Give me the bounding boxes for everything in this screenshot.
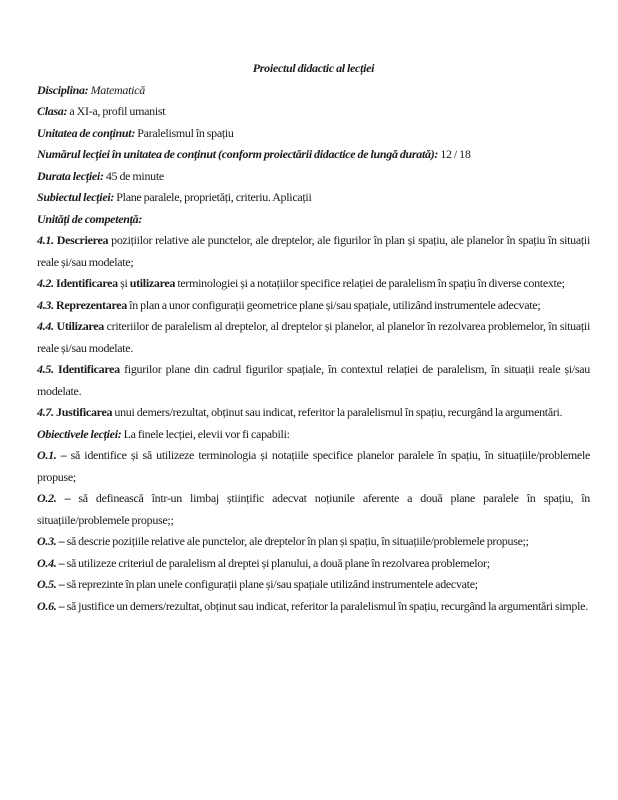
text-segment: unui demers/rezultat, obținut sau indicat, referitor la paralelismul în spațiu, recurgând la argumentări. xyxy=(112,405,563,419)
field-clasa xyxy=(37,101,590,123)
text-segment: Plane paralele, proprietăți, criteriu. Aplicații xyxy=(116,190,312,204)
objective-o-3 xyxy=(37,531,590,553)
text-segment: O.3. xyxy=(37,534,59,548)
text-segment: criteriilor de paralelism al dreptelor, al dreptelor și planelor, al planelor în rezolvarea problemelor, în situații reale și/sau modelate. xyxy=(37,319,590,355)
text-segment: – xyxy=(58,534,67,548)
text-segment: 4.4. xyxy=(37,319,57,333)
competence-4-4 xyxy=(37,316,590,359)
field-unitatea-de-continut xyxy=(37,123,590,145)
heading-obiectivele-lectiei xyxy=(37,424,590,446)
field-durata-lectiei xyxy=(37,166,590,188)
competence-4-1 xyxy=(37,230,590,273)
text-segment: să descrie pozițiile relative ale punctelor, ale dreptelor în plan și spațiu, în situațiile/problemele propuse;; xyxy=(66,534,529,548)
text-segment: 4.7. xyxy=(37,405,57,419)
text-segment: Identificarea xyxy=(56,276,118,290)
text-segment: O.5. xyxy=(37,577,59,591)
text-segment: O.4. xyxy=(37,555,59,570)
text-segment: O.2. xyxy=(37,491,65,505)
text-segment: și xyxy=(117,276,130,290)
text-segment: – xyxy=(58,598,67,613)
text-segment: în plan a unor configurații geometrice plane și/sau spațiale, utilizând instrumentele adecvate; xyxy=(126,297,541,312)
text-segment: 4.2. xyxy=(37,276,57,290)
text-segment: figurilor plane din cadrul figurilor spațiale, în contextul relației de paralelism, în situații reale și/sau modelate. xyxy=(37,362,590,398)
text-segment: 45 de minute xyxy=(105,168,164,183)
field-disciplina xyxy=(37,80,590,102)
text-segment: Descrierea xyxy=(56,233,109,247)
text-segment: să utilizeze criteriul de paralelism al dreptei și planului, a două plane în rezolvarea problemelor; xyxy=(66,555,490,570)
objective-o-4 xyxy=(37,553,590,575)
text-segment: să justifice un demers/rezultat, obținut sau indicat, referitor la paralelismul în spațiu, recurgând la argumentări simple. xyxy=(66,598,588,613)
text-segment: Justificarea xyxy=(56,405,113,419)
text-segment: să reprezinte în plan unele configurații plane și/sau spațiale utilizând instrumentele adecvate; xyxy=(66,577,478,591)
text-segment: 12 / 18 xyxy=(440,147,471,161)
text-segment: Obiectivele lecției: xyxy=(37,426,124,441)
competence-4-3 xyxy=(37,295,590,317)
text-segment: – xyxy=(60,448,71,462)
text-segment: Numărul lecției în unitatea de conținut (conform proiectării didactice de lungă durată): xyxy=(37,147,441,161)
text-segment: Utilizarea xyxy=(56,319,104,333)
objective-o-1 xyxy=(37,445,590,488)
heading-unitati-de-competenta xyxy=(37,209,590,231)
text-segment: Subiectul lecției: xyxy=(37,190,117,204)
field-numarul-lectiei xyxy=(37,144,590,166)
document-title: Proiectul didactic al lecției xyxy=(252,61,375,75)
objective-o-6 xyxy=(37,596,590,618)
objective-o-5 xyxy=(37,574,590,596)
text-segment: O.1. xyxy=(37,448,61,462)
text-segment: Reprezentarea xyxy=(56,297,127,312)
text-segment: Matematică xyxy=(90,82,145,97)
text-segment: O.6. xyxy=(37,598,59,613)
field-subiectul-lectiei xyxy=(37,187,590,209)
text-segment: – xyxy=(58,555,67,570)
objective-o-2 xyxy=(37,488,590,531)
text-segment: Clasa: xyxy=(37,104,70,118)
text-segment: 4.1. xyxy=(37,233,57,247)
text-segment: 4.5. xyxy=(37,362,59,376)
text-segment: Unități de competență: xyxy=(37,211,143,226)
text-segment: a XI-a, profil umanist xyxy=(69,104,166,118)
text-segment: 4.3. xyxy=(37,297,57,312)
text-segment: Identificarea xyxy=(58,362,120,376)
competence-4-2 xyxy=(37,273,590,295)
text-segment: La finele lecției, elevii vor fi capabili: xyxy=(123,426,290,441)
competence-4-5 xyxy=(37,359,590,402)
text-segment: să identifice și să utilizeze terminologia și notațiile specifice planelor paralele în spațiu, în situațiile/problemele propuse; xyxy=(37,448,591,484)
text-segment: utilizarea xyxy=(129,276,176,290)
text-segment: Durata lecției: xyxy=(37,168,106,183)
text-segment: Disciplina: xyxy=(37,82,91,97)
text-segment: terminologiei și a notațiilor specifice relației de paralelism în spațiu în diverse contexte; xyxy=(175,276,565,290)
competence-4-7 xyxy=(37,402,590,424)
document-body xyxy=(37,80,590,618)
text-segment: pozițiilor relative ale punctelor, ale dreptelor, ale figurilor în plan și spațiu, ale planelor în spațiu în situații reale și/sau modelate; xyxy=(37,233,590,269)
text-segment: – xyxy=(64,491,79,505)
text-segment: Unitatea de conținut: xyxy=(37,125,138,140)
text-segment: – xyxy=(58,577,67,591)
text-segment: să definească într-un limbaj științific adecvat noțiunile aferente a două plane paralele în spațiu, în situațiile/problemele propuse;; xyxy=(37,491,591,527)
text-segment: Paralelismul în spațiu xyxy=(137,125,234,140)
